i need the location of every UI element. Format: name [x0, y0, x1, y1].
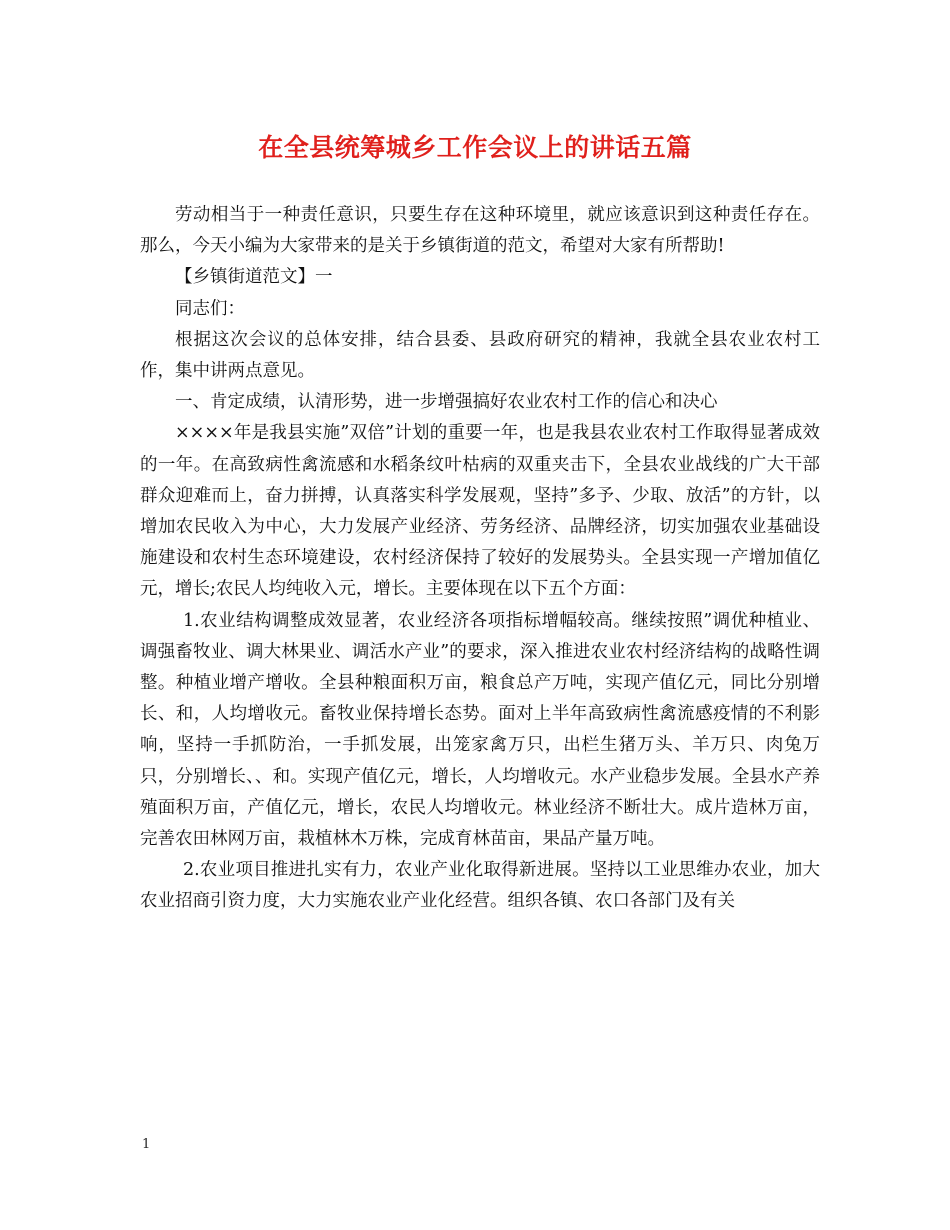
document-body — [140, 200, 820, 918]
paragraph-point-one: 1.农业结构调整成效显著，农业经济各项指标增幅较高。继续按照”调优种植业、调强畜牧业、调大林果业、调活水产业”的要求，深入推进农业农村经济结构的战略性调整。种植业增产增收。全县种粮面积万亩，粮食总产万吨，实现产值亿元，同比分别增长、和，人均增收元。畜牧业保持增长态势。面对上半年高致病性禽流感疫情的不利影响，坚持一手抓防治，一手抓发展，出笼家禽万只，出栏生猪万头、羊万只、肉兔万只，分别增长、、和。实现产值亿元，增长，人均增收元。水产业稳步发展。全县水产养殖面积万亩，产值亿元，增长，农民人均增收元。林业经济不断壮大。成片造林万亩，完善农田林网万亩，栽植林木万株，完成育林苗亩，果品产量万吨。 — [140, 610, 820, 850]
page-number: 1 — [142, 1137, 151, 1152]
paragraph-intro: 劳动相当于一种责任意识，只要生存在这种环境里，就应该意识到这种责任存在。那么，今天小编为大家带来的是关于乡镇街道的范文，希望对大家有所帮助! — [140, 205, 820, 257]
paragraph-point-two: 2.农业项目推进扎实有力，农业产业化取得新进展。坚持以工业思维办农业，加大农业招商引资力度，大力实施农业产业化经营。组织各镇、农口各部门及有关 — [140, 860, 820, 912]
paragraph-section-heading: 【乡镇街道范文】一 — [175, 267, 333, 288]
document-title: 在全县统筹城乡工作会议上的讲话五篇 — [258, 133, 692, 162]
paragraph-achievements: ××××年是我县实施”双倍”计划的重要一年，也是我县农业农村工作取得显著成效的一年。在高致病性禽流感和水稻条纹叶枯病的双重夹击下，全县农业战线的广大干部群众迎难而上，奋力拼搏，认真落实科学发展观，坚持”多予、少取、放活”的方针，以增加农民收入为中心，大力发展产业经济、劳务经济、品牌经济，切实加强农业基础设施建设和农村生态环境建设，农村经济保持了较好的发展势头。全县实现一产增加值亿元，增长;农民人均纯收入元，增长。主要体现在以下五个方面： — [140, 423, 820, 600]
paragraph-heading-one: 一、肯定成绩，认清形势，进一步增强搞好农业农村工作的信心和决心 — [175, 392, 718, 413]
paragraph-salutation: 同志们： — [175, 298, 245, 319]
paragraph-overview: 根据这次会议的总体安排，结合县委、县政府研究的精神，我就全县农业农村工作，集中讲两点意见。 — [140, 329, 820, 382]
